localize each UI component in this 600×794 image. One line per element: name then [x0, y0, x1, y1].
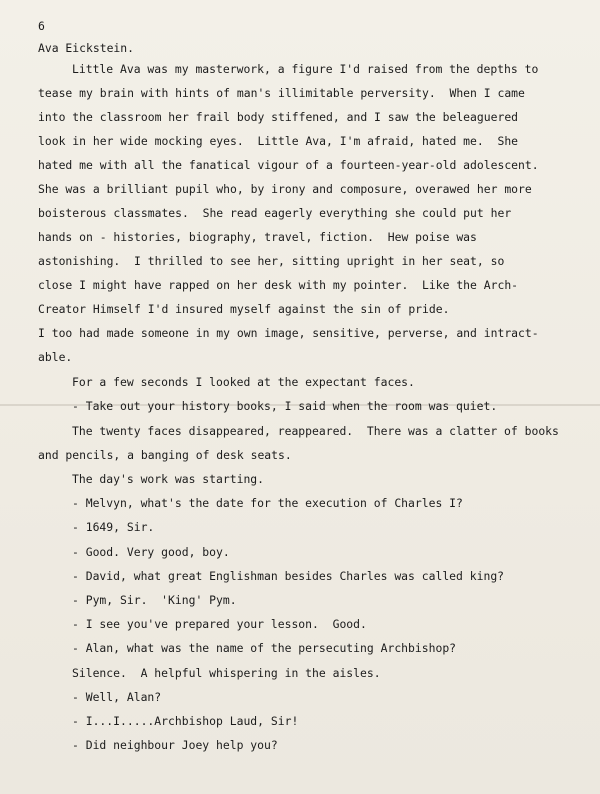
body-line: The day's work was starting.: [72, 472, 265, 486]
body-line: tease my brain with hints of man's illimitable perversity. When I came: [38, 86, 525, 100]
dialogue-line: - Well, Alan?: [72, 690, 162, 704]
chapter-heading: Ava Eickstein.: [38, 41, 135, 55]
body-line: and pencils, a banging of desk seats.: [38, 448, 292, 462]
dialogue-line: - Melvyn, what's the date for the execution of Charles I?: [72, 496, 463, 510]
body-line: hated me with all the fanatical vigour of a fourteen-year-old adolescent.: [38, 158, 539, 172]
body-line: able.: [38, 350, 73, 364]
body-line: close I might have rapped on her desk with my pointer. Like the Arch-: [38, 278, 519, 292]
body-line: Silence. A helpful whispering in the aisles.: [72, 666, 381, 680]
dialogue-line: - Pym, Sir. 'King' Pym.: [72, 593, 237, 607]
page-number: 6: [38, 19, 45, 33]
dialogue-line: - Good. Very good, boy.: [72, 545, 230, 559]
dialogue-line: - I...I.....Archbishop Laud, Sir!: [72, 714, 299, 728]
dialogue-line: - David, what great Englishman besides Charles was called king?: [72, 569, 505, 583]
body-line: astonishing. I thrilled to see her, sitting upright in her seat, so: [38, 254, 505, 268]
dialogue-line: - I see you've prepared your lesson. Good.: [72, 617, 367, 631]
body-line: boisterous classmates. She read eagerly everything she could put her: [38, 206, 512, 220]
body-line: into the classroom her frail body stiffened, and I saw the beleaguered: [38, 110, 519, 124]
body-line: She was a brilliant pupil who, by irony and composure, overawed her more: [38, 182, 532, 196]
body-line: For a few seconds I looked at the expectant faces.: [72, 375, 415, 389]
dialogue-line: - Alan, what was the name of the persecuting Archbishop?: [72, 641, 457, 655]
body-line: look in her wide mocking eyes. Little Ava, I'm afraid, hated me. She: [38, 134, 519, 148]
body-line: The twenty faces disappeared, reappeared. There was a clatter of books: [72, 424, 559, 438]
body-line: hands on - histories, biography, travel, fiction. Hew poise was: [38, 230, 477, 244]
body-line: I too had made someone in my own image, sensitive, perverse, and intract-: [38, 326, 539, 340]
dialogue-line: - Take out your history books, I said when the room was quiet.: [72, 399, 498, 413]
dialogue-line: - Did neighbour Joey help you?: [72, 738, 278, 752]
body-line: Little Ava was my masterwork, a figure I'd raised from the depths to: [72, 62, 539, 76]
dialogue-line: - 1649, Sir.: [72, 520, 155, 534]
body-line: Creator Himself I'd insured myself against the sin of pride.: [38, 302, 450, 316]
